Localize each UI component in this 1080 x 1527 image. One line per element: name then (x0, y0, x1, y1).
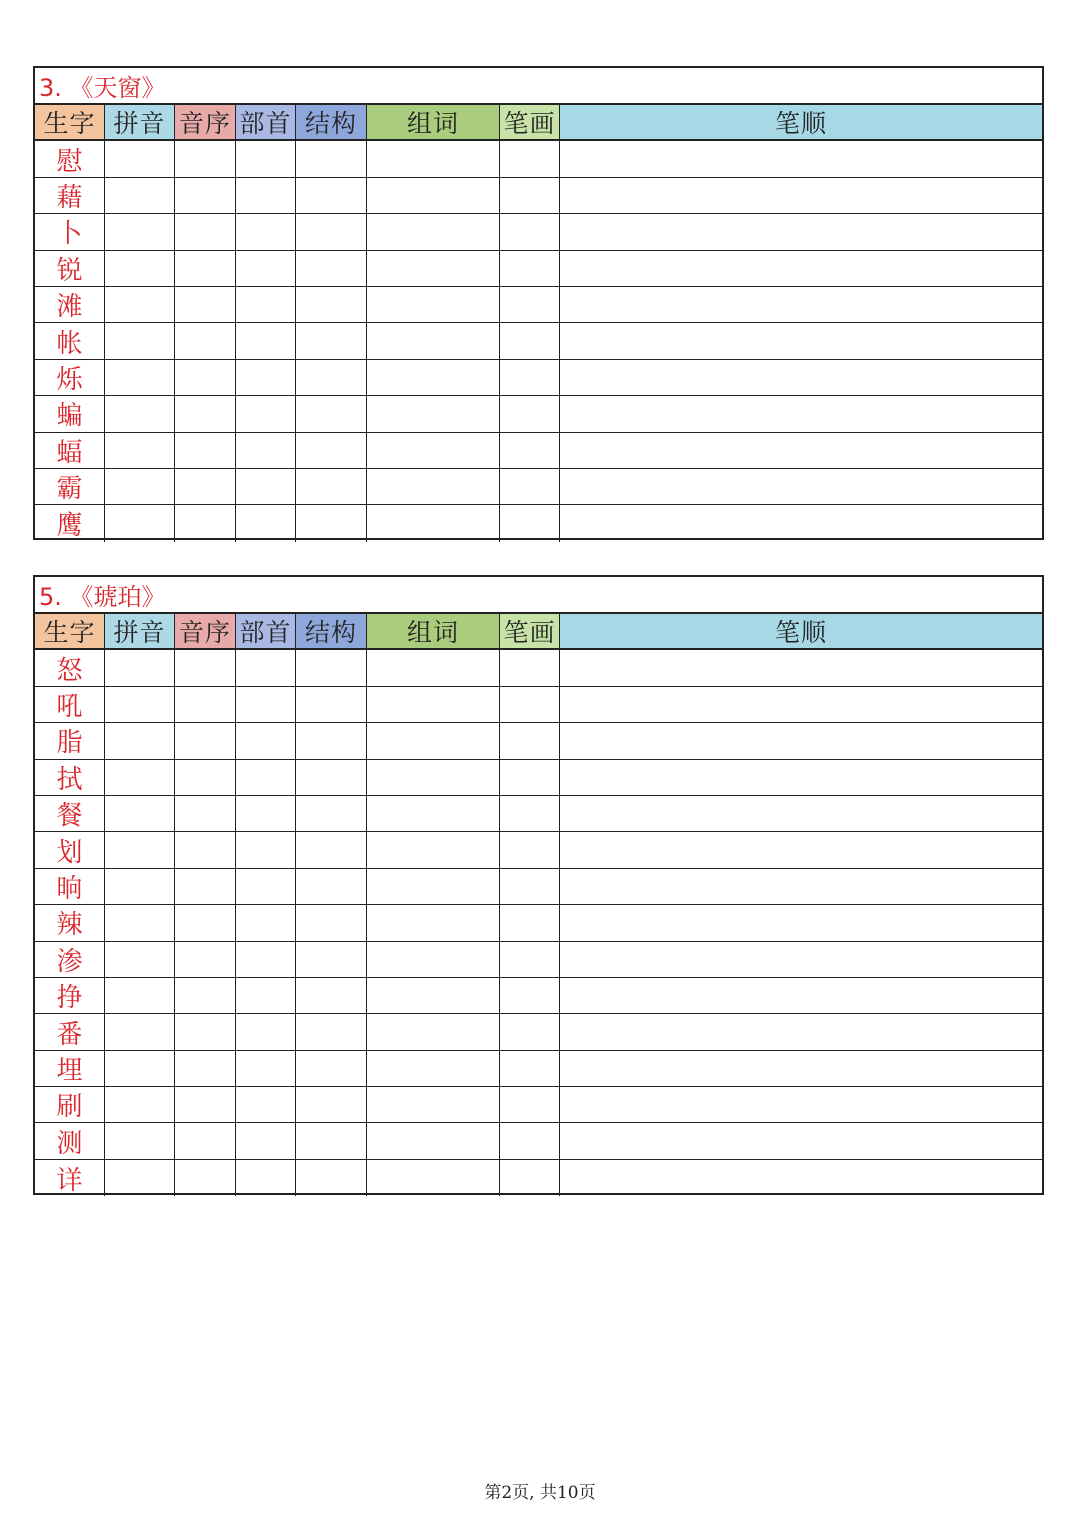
bishun-cell[interactable] (560, 760, 1042, 795)
bishun-cell[interactable] (560, 978, 1042, 1013)
section-title: 3. 《天窗》 (35, 68, 1042, 105)
bishun-cell[interactable] (560, 214, 1042, 249)
pinyin-cell[interactable] (105, 942, 175, 977)
char-cell: 怒 (35, 650, 105, 685)
zuci-cell[interactable] (367, 1051, 500, 1086)
header-zuci: 组词 (367, 614, 500, 648)
table-row (35, 251, 1042, 287)
jiegou-cell[interactable] (296, 796, 367, 831)
table-row (35, 396, 1042, 432)
header-yinxu: 音序 (175, 105, 236, 139)
bishun-cell[interactable] (560, 141, 1042, 176)
jiegou-cell[interactable] (296, 433, 367, 468)
bushou-cell[interactable] (236, 942, 296, 977)
pinyin-cell[interactable] (105, 433, 175, 468)
bishun-cell[interactable] (560, 687, 1042, 722)
yinxu-cell[interactable] (175, 1051, 236, 1086)
table-row (35, 942, 1042, 978)
table-row (35, 1087, 1042, 1123)
header-shengzi: 生字 (35, 105, 105, 139)
bushou-cell[interactable] (236, 433, 296, 468)
bushou-cell[interactable] (236, 905, 296, 940)
zuci-cell[interactable] (367, 650, 500, 685)
bushou-cell[interactable] (236, 832, 296, 867)
char-cell: 卜 (35, 214, 105, 249)
char-cell: 鹰 (35, 505, 105, 541)
table-row (35, 323, 1042, 359)
jiegou-cell[interactable] (296, 141, 367, 176)
bishun-cell[interactable] (560, 1014, 1042, 1049)
pinyin-cell[interactable] (105, 396, 175, 431)
pinyin-cell[interactable] (105, 760, 175, 795)
zuci-cell[interactable] (367, 433, 500, 468)
header-bihua: 笔画 (500, 105, 560, 139)
yinxu-cell[interactable] (175, 1087, 236, 1122)
table-row (35, 869, 1042, 905)
pinyin-cell[interactable] (105, 1014, 175, 1049)
zuci-cell[interactable] (367, 1160, 500, 1196)
zuci-cell[interactable] (367, 869, 500, 904)
jiegou-cell[interactable] (296, 396, 367, 431)
char-cell: 吼 (35, 687, 105, 722)
bushou-cell[interactable] (236, 978, 296, 1013)
jiegou-cell[interactable] (296, 1051, 367, 1086)
header-row (35, 614, 1042, 650)
table-row (35, 360, 1042, 396)
char-cell: 详 (35, 1160, 105, 1196)
bishun-cell[interactable] (560, 869, 1042, 904)
char-cell: 蝙 (35, 396, 105, 431)
yinxu-cell[interactable] (175, 1123, 236, 1158)
bishun-cell[interactable] (560, 723, 1042, 758)
yinxu-cell[interactable] (175, 141, 236, 176)
bihua-cell[interactable] (500, 723, 560, 758)
char-cell: 拭 (35, 760, 105, 795)
jiegou-cell[interactable] (296, 1014, 367, 1049)
zuci-cell[interactable] (367, 687, 500, 722)
pinyin-cell[interactable] (105, 978, 175, 1013)
bihua-cell[interactable] (500, 832, 560, 867)
pinyin-cell[interactable] (105, 832, 175, 867)
header-jiegou: 结构 (296, 105, 367, 139)
table-row (35, 469, 1042, 505)
zuci-cell[interactable] (367, 978, 500, 1013)
char-cell: 藉 (35, 178, 105, 213)
zuci-cell[interactable] (367, 832, 500, 867)
yinxu-cell[interactable] (175, 433, 236, 468)
pinyin-cell[interactable] (105, 1123, 175, 1158)
bushou-cell[interactable] (236, 687, 296, 722)
pinyin-cell[interactable] (105, 650, 175, 685)
char-cell: 挣 (35, 978, 105, 1013)
bushou-cell[interactable] (236, 760, 296, 795)
bushou-cell[interactable] (236, 214, 296, 249)
bushou-cell[interactable] (236, 323, 296, 358)
bishun-cell[interactable] (560, 469, 1042, 504)
yinxu-cell[interactable] (175, 323, 236, 358)
jiegou-cell[interactable] (296, 1087, 367, 1122)
jiegou-cell[interactable] (296, 251, 367, 286)
char-cell: 锐 (35, 251, 105, 286)
bihua-cell[interactable] (500, 141, 560, 176)
yinxu-cell[interactable] (175, 214, 236, 249)
bishun-cell[interactable] (560, 287, 1042, 322)
bushou-cell[interactable] (236, 141, 296, 176)
yinxu-cell[interactable] (175, 905, 236, 940)
jiegou-cell[interactable] (296, 1160, 367, 1196)
bihua-cell[interactable] (500, 178, 560, 213)
header-yinxu: 音序 (175, 614, 236, 648)
char-cell: 脂 (35, 723, 105, 758)
zuci-cell[interactable] (367, 178, 500, 213)
zuci-cell[interactable] (367, 723, 500, 758)
char-cell: 烁 (35, 360, 105, 395)
bushou-cell[interactable] (236, 396, 296, 431)
section-title: 5. 《琥珀》 (35, 577, 1042, 614)
bushou-cell[interactable] (236, 505, 296, 541)
bishun-cell[interactable] (560, 433, 1042, 468)
bushou-cell[interactable] (236, 1087, 296, 1122)
pinyin-cell[interactable] (105, 796, 175, 831)
table-row (35, 723, 1042, 759)
bihua-cell[interactable] (500, 905, 560, 940)
char-cell: 慰 (35, 141, 105, 176)
zuci-cell[interactable] (367, 1087, 500, 1122)
bihua-cell[interactable] (500, 505, 560, 541)
pinyin-cell[interactable] (105, 178, 175, 213)
bihua-cell[interactable] (500, 287, 560, 322)
yinxu-cell[interactable] (175, 978, 236, 1013)
table-row (35, 214, 1042, 250)
yinxu-cell[interactable] (175, 505, 236, 541)
header-pinyin: 拼音 (105, 614, 175, 648)
table-row (35, 760, 1042, 796)
page-footer: 第2页, 共10页 (484, 1483, 596, 1503)
bihua-cell[interactable] (500, 1160, 560, 1196)
table-row (35, 433, 1042, 469)
zuci-cell[interactable] (367, 942, 500, 977)
zuci-cell[interactable] (367, 1014, 500, 1049)
jiegou-cell[interactable] (296, 287, 367, 322)
char-cell: 刷 (35, 1087, 105, 1122)
table-row (35, 978, 1042, 1014)
yinxu-cell[interactable] (175, 796, 236, 831)
pinyin-cell[interactable] (105, 360, 175, 395)
table-row (35, 687, 1042, 723)
bishun-cell[interactable] (560, 505, 1042, 541)
header-shengzi: 生字 (35, 614, 105, 648)
bishun-cell[interactable] (560, 251, 1042, 286)
bishun-cell[interactable] (560, 905, 1042, 940)
bishun-cell[interactable] (560, 178, 1042, 213)
zuci-cell[interactable] (367, 760, 500, 795)
zuci-cell[interactable] (367, 251, 500, 286)
jiegou-cell[interactable] (296, 760, 367, 795)
bushou-cell[interactable] (236, 1014, 296, 1049)
bihua-cell[interactable] (500, 360, 560, 395)
jiegou-cell[interactable] (296, 832, 367, 867)
bishun-cell[interactable] (560, 1051, 1042, 1086)
table-row (35, 1014, 1042, 1050)
bushou-cell[interactable] (236, 360, 296, 395)
jiegou-cell[interactable] (296, 723, 367, 758)
char-cell: 渗 (35, 942, 105, 977)
yinxu-cell[interactable] (175, 687, 236, 722)
pinyin-cell[interactable] (105, 323, 175, 358)
zuci-cell[interactable] (367, 469, 500, 504)
zuci-cell[interactable] (367, 214, 500, 249)
jiegou-cell[interactable] (296, 905, 367, 940)
bushou-cell[interactable] (236, 287, 296, 322)
header-bishun: 笔顺 (560, 614, 1042, 648)
char-cell: 晌 (35, 869, 105, 904)
table-row (35, 796, 1042, 832)
bishun-cell[interactable] (560, 1160, 1042, 1196)
bihua-cell[interactable] (500, 433, 560, 468)
table-row (35, 1051, 1042, 1087)
bihua-cell[interactable] (500, 978, 560, 1013)
bishun-cell[interactable] (560, 396, 1042, 431)
bushou-cell[interactable] (236, 650, 296, 685)
worksheet-table-hupo (33, 575, 1044, 1195)
yinxu-cell[interactable] (175, 869, 236, 904)
header-bushou: 部首 (236, 614, 296, 648)
header-pinyin: 拼音 (105, 105, 175, 139)
pinyin-cell[interactable] (105, 141, 175, 176)
char-cell: 辣 (35, 905, 105, 940)
header-bishun: 笔顺 (560, 105, 1042, 139)
table-row (35, 1123, 1042, 1159)
yinxu-cell[interactable] (175, 396, 236, 431)
jiegou-cell[interactable] (296, 360, 367, 395)
bishun-cell[interactable] (560, 796, 1042, 831)
table-row (35, 141, 1042, 177)
yinxu-cell[interactable] (175, 251, 236, 286)
bihua-cell[interactable] (500, 650, 560, 685)
pinyin-cell[interactable] (105, 687, 175, 722)
bishun-cell[interactable] (560, 360, 1042, 395)
yinxu-cell[interactable] (175, 723, 236, 758)
zuci-cell[interactable] (367, 287, 500, 322)
zuci-cell[interactable] (367, 905, 500, 940)
header-jiegou: 结构 (296, 614, 367, 648)
yinxu-cell[interactable] (175, 1160, 236, 1196)
pinyin-cell[interactable] (105, 251, 175, 286)
jiegou-cell[interactable] (296, 978, 367, 1013)
char-cell: 测 (35, 1123, 105, 1158)
worksheet-table-tianchuang (33, 66, 1044, 540)
jiegou-cell[interactable] (296, 214, 367, 249)
yinxu-cell[interactable] (175, 469, 236, 504)
char-cell: 番 (35, 1014, 105, 1049)
bishun-cell[interactable] (560, 650, 1042, 685)
pinyin-cell[interactable] (105, 723, 175, 758)
jiegou-cell[interactable] (296, 1123, 367, 1158)
pinyin-cell[interactable] (105, 1087, 175, 1122)
jiegou-cell[interactable] (296, 178, 367, 213)
char-cell: 埋 (35, 1051, 105, 1086)
jiegou-cell[interactable] (296, 869, 367, 904)
header-bihua: 笔画 (500, 614, 560, 648)
bushou-cell[interactable] (236, 796, 296, 831)
pinyin-cell[interactable] (105, 905, 175, 940)
bihua-cell[interactable] (500, 869, 560, 904)
yinxu-cell[interactable] (175, 650, 236, 685)
pinyin-cell[interactable] (105, 287, 175, 322)
char-cell: 蝠 (35, 433, 105, 468)
bihua-cell[interactable] (500, 396, 560, 431)
yinxu-cell[interactable] (175, 760, 236, 795)
pinyin-cell[interactable] (105, 469, 175, 504)
bihua-cell[interactable] (500, 760, 560, 795)
header-bushou: 部首 (236, 105, 296, 139)
bihua-cell[interactable] (500, 942, 560, 977)
char-cell: 划 (35, 832, 105, 867)
header-zuci: 组词 (367, 105, 500, 139)
yinxu-cell[interactable] (175, 287, 236, 322)
pinyin-cell[interactable] (105, 214, 175, 249)
bushou-cell[interactable] (236, 469, 296, 504)
bihua-cell[interactable] (500, 1014, 560, 1049)
zuci-cell[interactable] (367, 323, 500, 358)
jiegou-cell[interactable] (296, 469, 367, 504)
zuci-cell[interactable] (367, 1123, 500, 1158)
bishun-cell[interactable] (560, 832, 1042, 867)
bushou-cell[interactable] (236, 1123, 296, 1158)
table-row (35, 505, 1042, 541)
table-row (35, 1160, 1042, 1196)
zuci-cell[interactable] (367, 141, 500, 176)
pinyin-cell[interactable] (105, 1051, 175, 1086)
char-cell: 霸 (35, 469, 105, 504)
jiegou-cell[interactable] (296, 687, 367, 722)
jiegou-cell[interactable] (296, 650, 367, 685)
yinxu-cell[interactable] (175, 942, 236, 977)
bihua-cell[interactable] (500, 1087, 560, 1122)
table-row (35, 905, 1042, 941)
pinyin-cell[interactable] (105, 869, 175, 904)
jiegou-cell[interactable] (296, 942, 367, 977)
pinyin-cell[interactable] (105, 1160, 175, 1196)
bushou-cell[interactable] (236, 1051, 296, 1086)
bihua-cell[interactable] (500, 1123, 560, 1158)
bushou-cell[interactable] (236, 251, 296, 286)
char-cell: 餐 (35, 796, 105, 831)
bihua-cell[interactable] (500, 1051, 560, 1086)
bishun-cell[interactable] (560, 323, 1042, 358)
jiegou-cell[interactable] (296, 505, 367, 541)
yinxu-cell[interactable] (175, 178, 236, 213)
bihua-cell[interactable] (500, 469, 560, 504)
yinxu-cell[interactable] (175, 360, 236, 395)
zuci-cell[interactable] (367, 505, 500, 541)
bushou-cell[interactable] (236, 723, 296, 758)
bushou-cell[interactable] (236, 178, 296, 213)
yinxu-cell[interactable] (175, 832, 236, 867)
bushou-cell[interactable] (236, 869, 296, 904)
table-row (35, 178, 1042, 214)
bihua-cell[interactable] (500, 796, 560, 831)
zuci-cell[interactable] (367, 360, 500, 395)
bihua-cell[interactable] (500, 251, 560, 286)
bihua-cell[interactable] (500, 687, 560, 722)
table-row (35, 650, 1042, 686)
bishun-cell[interactable] (560, 1123, 1042, 1158)
zuci-cell[interactable] (367, 796, 500, 831)
zuci-cell[interactable] (367, 396, 500, 431)
header-row (35, 105, 1042, 141)
char-cell: 滩 (35, 287, 105, 322)
table-row (35, 832, 1042, 868)
char-cell: 帐 (35, 323, 105, 358)
bishun-cell[interactable] (560, 942, 1042, 977)
pinyin-cell[interactable] (105, 505, 175, 541)
bishun-cell[interactable] (560, 1087, 1042, 1122)
bushou-cell[interactable] (236, 1160, 296, 1196)
yinxu-cell[interactable] (175, 1014, 236, 1049)
bihua-cell[interactable] (500, 323, 560, 358)
table-row (35, 287, 1042, 323)
jiegou-cell[interactable] (296, 323, 367, 358)
bihua-cell[interactable] (500, 214, 560, 249)
